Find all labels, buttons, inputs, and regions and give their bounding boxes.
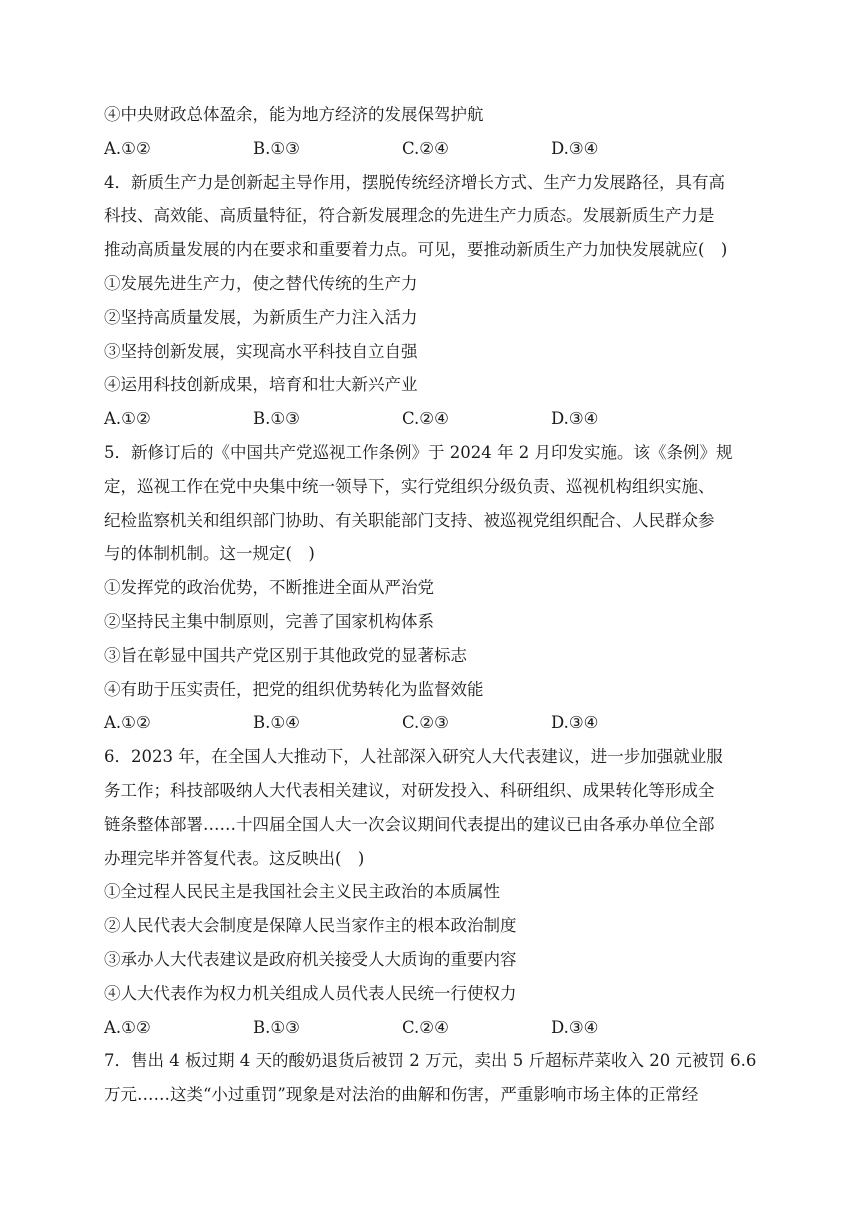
option-d[interactable]: D.③④: [551, 1017, 599, 1037]
q6-stem-line-1: 6．2023 年，在全国人大推动下，人社部深入研究人大代表建议，进一步加强就业服: [104, 747, 723, 767]
q5-stem-line-2: 定，巡视工作在党中央集中统一领导下，实行党组织分级负责、巡视机构组织实施、: [104, 476, 715, 496]
q4-statement-3: ③坚持创新发展，实现高水平科技自立自强: [104, 341, 418, 361]
option-c[interactable]: C.②③: [402, 713, 449, 733]
q6-statement-2: ②人民代表大会制度是保障人民当家作主的根本政治制度: [104, 916, 517, 936]
q6-statement-3: ③承办人大代表建议是政府机关接受人大质询的重要内容: [104, 949, 517, 969]
options-q6: [104, 1011, 758, 1045]
q6-statement-4: ④人大代表作为权力机关组成人员代表人民统一行使权力: [104, 983, 517, 1003]
q6-statement-1: ①全过程人民民主是我国社会主义民主政治的本质属性: [104, 882, 500, 902]
option-c[interactable]: C.②④: [402, 409, 449, 429]
q4-statement-1: ①发展先进生产力，使之替代传统的生产力: [104, 273, 418, 293]
options-q4: [104, 402, 758, 436]
q6-stem-line-3: 链条整体部署……十四届全国人大一次会议期间代表提出的建议已由各承办单位全部: [104, 814, 715, 834]
q5-stem-line-4: 与的体制机制。这一规定( ): [104, 544, 315, 564]
q7-stem-line-1: 7．售出 4 板过期 4 天的酸奶退货后被罚 2 万元，卖出 5 斤超标芹菜收入 20 元被罚 6.6: [104, 1051, 757, 1071]
option-a[interactable]: A.①②: [104, 138, 151, 158]
option-d[interactable]: D.③④: [551, 713, 599, 733]
q5-statement-3: ③旨在彰显中国共产党区别于其他政党的显著标志: [104, 645, 467, 665]
q5-statement-4: ④有助于压实责任，把党的组织优势转化为监督效能: [104, 679, 484, 699]
statement-3-4: ④中央财政总体盈余，能为地方经济的发展保驾护航: [104, 105, 484, 124]
option-a[interactable]: A.①②: [104, 713, 151, 733]
q5-statement-1: ①发挥党的政治优势，不断推进全面从严治党: [104, 578, 434, 598]
options-q5: [104, 706, 758, 740]
exam-page: [104, 98, 758, 1112]
q4-stem-line-2: 科技、高效能、高质量特征，符合新发展理念的先进生产力质态。发展新质生产力是: [104, 206, 715, 226]
q4-stem-line-3: 推动高质量发展的内在要求和重要着力点。可见，要推动新质生产力加快发展就应( ): [104, 240, 728, 260]
q5-stem-line-3: 纪检监察机关和组织部门协助、有关职能部门支持、被巡视党组织配合、人民群众参: [104, 510, 715, 530]
option-b[interactable]: B.①④: [253, 713, 300, 733]
option-d[interactable]: D.③④: [551, 138, 599, 158]
option-b[interactable]: B.①③: [253, 1017, 300, 1037]
option-b[interactable]: B.①③: [253, 409, 300, 429]
q5-statement-2: ②坚持民主集中制原则，完善了国家机构体系: [104, 611, 434, 631]
options-q3: [104, 132, 758, 166]
q4-statement-2: ②坚持高质量发展，为新质生产力注入活力: [104, 307, 418, 327]
option-c[interactable]: C.②④: [402, 1017, 449, 1037]
option-a[interactable]: A.①②: [104, 1017, 151, 1037]
option-d[interactable]: D.③④: [551, 409, 599, 429]
q7-stem-line-2: 万元……这类“小过重罚”现象是对法治的曲解和伤害，严重影响市场主体的正常经: [104, 1085, 699, 1105]
q4-statement-4: ④运用科技创新成果，培育和壮大新兴产业: [104, 375, 418, 395]
option-a[interactable]: A.①②: [104, 409, 151, 429]
q4-stem-line-1: 4．新质生产力是创新起主导作用，摆脱传统经济增长方式、生产力发展路径，具有高: [104, 172, 725, 192]
option-b[interactable]: B.①③: [253, 138, 300, 158]
q5-stem-line-1: 5．新修订后的《中国共产党巡视工作条例》于 2024 年 2 月印发实施。该《条例》规: [104, 442, 733, 462]
q6-stem-line-2: 务工作；科技部吸纳人大代表相关建议，对研发投入、科研组织、成果转化等形成全: [104, 780, 715, 800]
option-c[interactable]: C.②④: [402, 138, 449, 158]
q6-stem-line-4: 办理完毕并答复代表。这反映出( ): [104, 848, 365, 868]
